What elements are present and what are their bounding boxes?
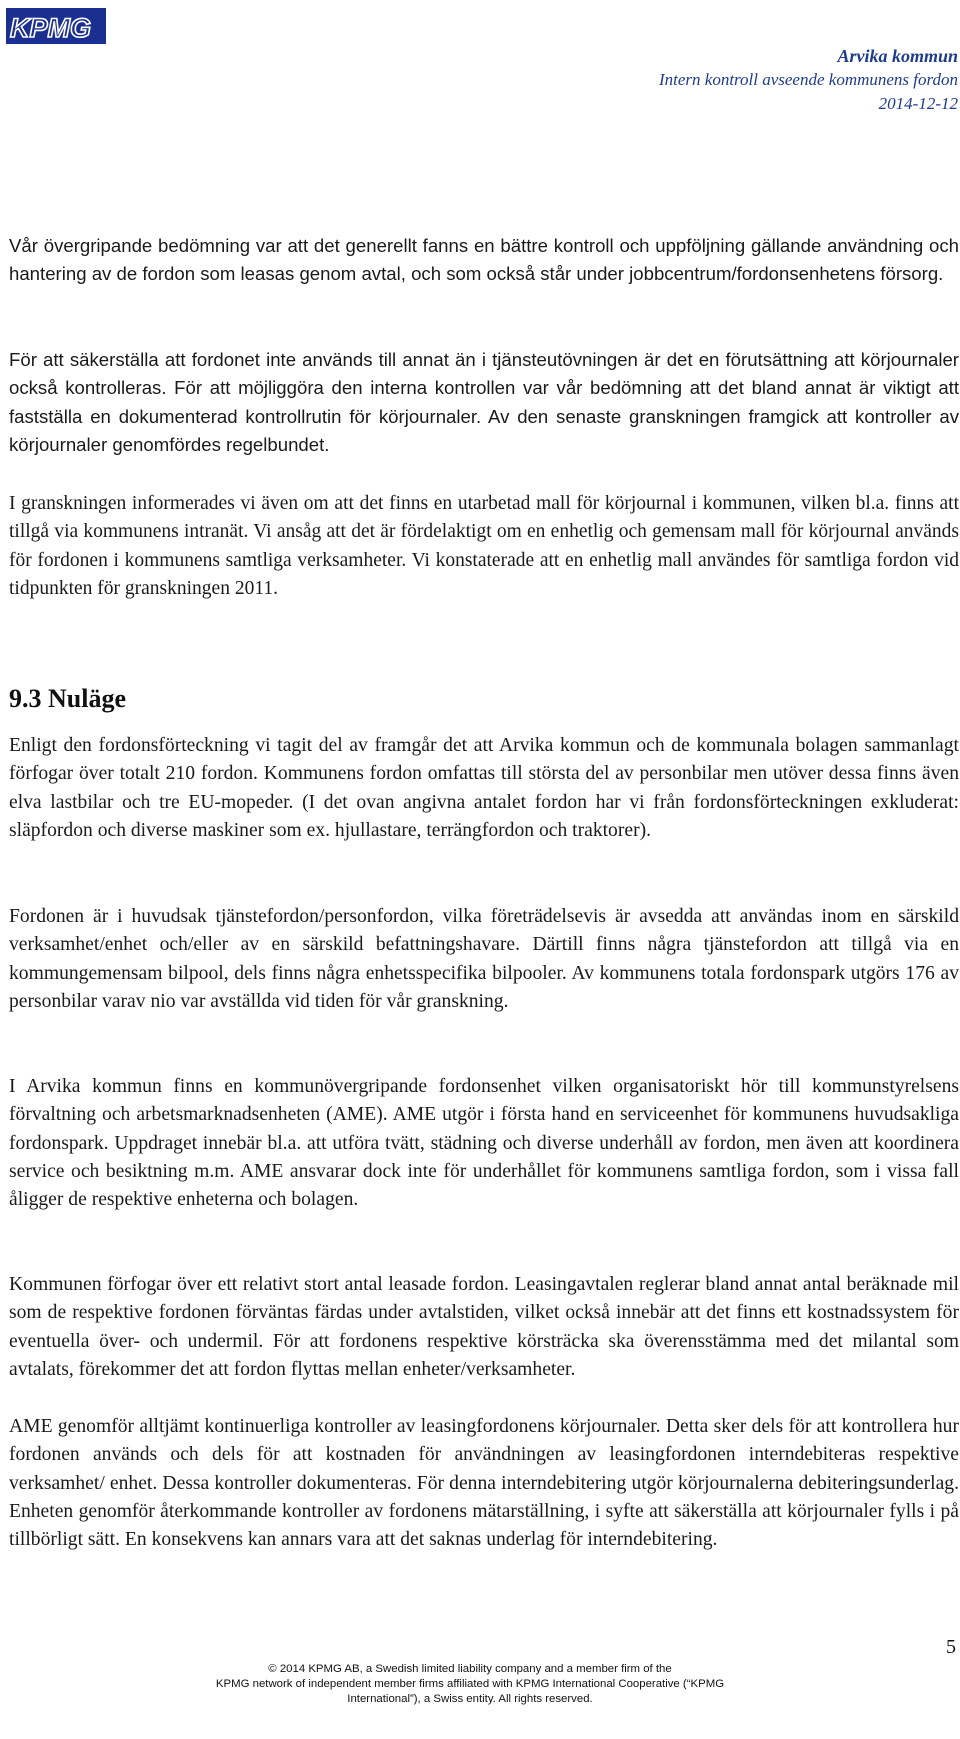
- paragraph: I granskningen informerades vi även om att det finns en utarbetad mall för körjournal i kommunen, vilken bl.a. finns att tillgå via kommunens intranät. Vi ansåg att det är fördelaktigt om en enhetlig och gemensam mall för körjournal används för fordonen i kommunens samtliga verksamheter. Vi konstaterade att en enhetlig mall användes för samtliga fordon vid tidpunkten för granskningen 2011.: [9, 493, 959, 600]
- header-date: 2014-12-12: [878, 94, 958, 113]
- kpmg-logo: [6, 8, 106, 44]
- paragraph: AME genomför alltjämt kontinuerliga kontroller av leasingfordonens körjournaler. Detta sker dels för att kontrollera hur fordonen används och dels för att kostnaden för användningen av leasingfordonen interndebiteras respektive verksamhet/ enhet. Dessa kontroller dokumenteras. För denna interndebitering utgör körjournalerna debiteringsunderlag. Enheten genomför återkommande kontroller av fordonens mätarställning, i syfte att säkerställa att körjournaler fylls i på tillbörligt sätt. En konsekvens kan annars vara att det saknas underlag för interndebitering.: [9, 1416, 959, 1551]
- paragraph: För att säkerställa att fordonet inte används till annat än i tjänsteutövningen är det en förutsättning att körjournaler också kontrolleras. För att möjliggöra den interna kontrollen var vår bedömning att det bland annat är viktigt att fastställa en dokumenterad kontrollrutin för körjournaler. Av den senaste granskningen framgick att kontroller av körjournaler genomfördes regelbundet.: [9, 349, 959, 456]
- section-paragraph: [9, 1413, 959, 1554]
- section-paragraph: [9, 1271, 959, 1384]
- section-heading: 9.3 Nuläge: [9, 684, 126, 713]
- header-title: Arvika kommun: [837, 46, 958, 66]
- page-number: 5: [946, 1636, 956, 1658]
- section-paragraph: [9, 1073, 959, 1214]
- kpmg-logo-text: KPMG: [10, 13, 91, 43]
- paragraph: Enligt den fordonsförteckning vi tagit del av framgår det att Arvika kommun och de kommunala bolagen sammanlagt förfogar över totalt 210 fordon. Kommunens fordon omfattas till största del av personbilar men utöver dessa finns även elva lastbilar och tre EU-mopeder. (I det ovan angivna antalet fordon har vi från fordonsförteckningen exkluderat: släpfordon och diverse maskiner som ex. hjullastare, terrängfordon och traktorer).: [9, 735, 959, 841]
- header-subtitle: Intern kontroll avseende kommunens fordon: [658, 70, 958, 89]
- paragraph: Kommunen förfogar över ett relativt stort antal leasade fordon. Leasingavtalen reglerar bland annat antal beräknade mil som de respektive fordonen förväntas färdas under avtalstiden, vilket också innebär att det finns ett kostnadssystem för eventuella över- och undermil. För att fordonens respektive körsträcka ska överensstämma med det milantal som avtalats, förekommer det att fordon flyttas mellan enheter/verksamheter.: [9, 1274, 959, 1380]
- paragraph: I Arvika kommun finns en kommunövergripande fordonsenhet vilken organisatoriskt hör till kommunstyrelsens förvaltning och arbetsmarknadsenheten (AME). AME utgör i första hand en serviceenhet för kommunens huvudsakliga fordonspark. Uppdraget innebär bl.a. att utföra tvätt, städning och diverse underhåll av fordon, men även att koordinera service och besiktning m.m. AME ansvarar dock inte för underhållet för kommunens samtliga fordon, som i vissa fall åligger de respektive enheterna och bolagen.: [9, 1076, 959, 1211]
- kpmg-logo-icon: [6, 8, 106, 44]
- footer-line: KPMG network of independent member firms affiliated with KPMG International Cooperative (“KPMG International”), a Swiss entity. All rights reserved.: [215, 1678, 725, 1705]
- section-paragraph: [9, 903, 959, 1016]
- footer: [190, 1662, 750, 1707]
- document-header: [659, 44, 958, 116]
- paragraph: Vår övergripande bedömning var att det generellt fanns en bättre kontroll och uppföljning gällande användning och hantering av de fordon som leasas genom avtal, och som också står under jobbcentrum/fordonsenhetens försorg.: [9, 235, 959, 285]
- footer-line: © 2014 KPMG AB, a Swedish limited liability company and a member firm of the: [268, 1663, 672, 1675]
- paragraph: Fordonen är i huvudsak tjänstefordon/personfordon, vilka företrädelsevis är avsedda att användas inom en särskild verksamhet/enhet och/eller av en särskild befattningshavare. Därtill finns några tjänstefordon att tillgå via en kommungemensam bilpool, dels finns några enhetsspecifika bilpooler. Av kommunens totala fordonspark utgörs 176 av personbilar varav nio var avställda vid tiden för vår granskning.: [9, 906, 959, 1012]
- section-paragraph: [9, 732, 959, 845]
